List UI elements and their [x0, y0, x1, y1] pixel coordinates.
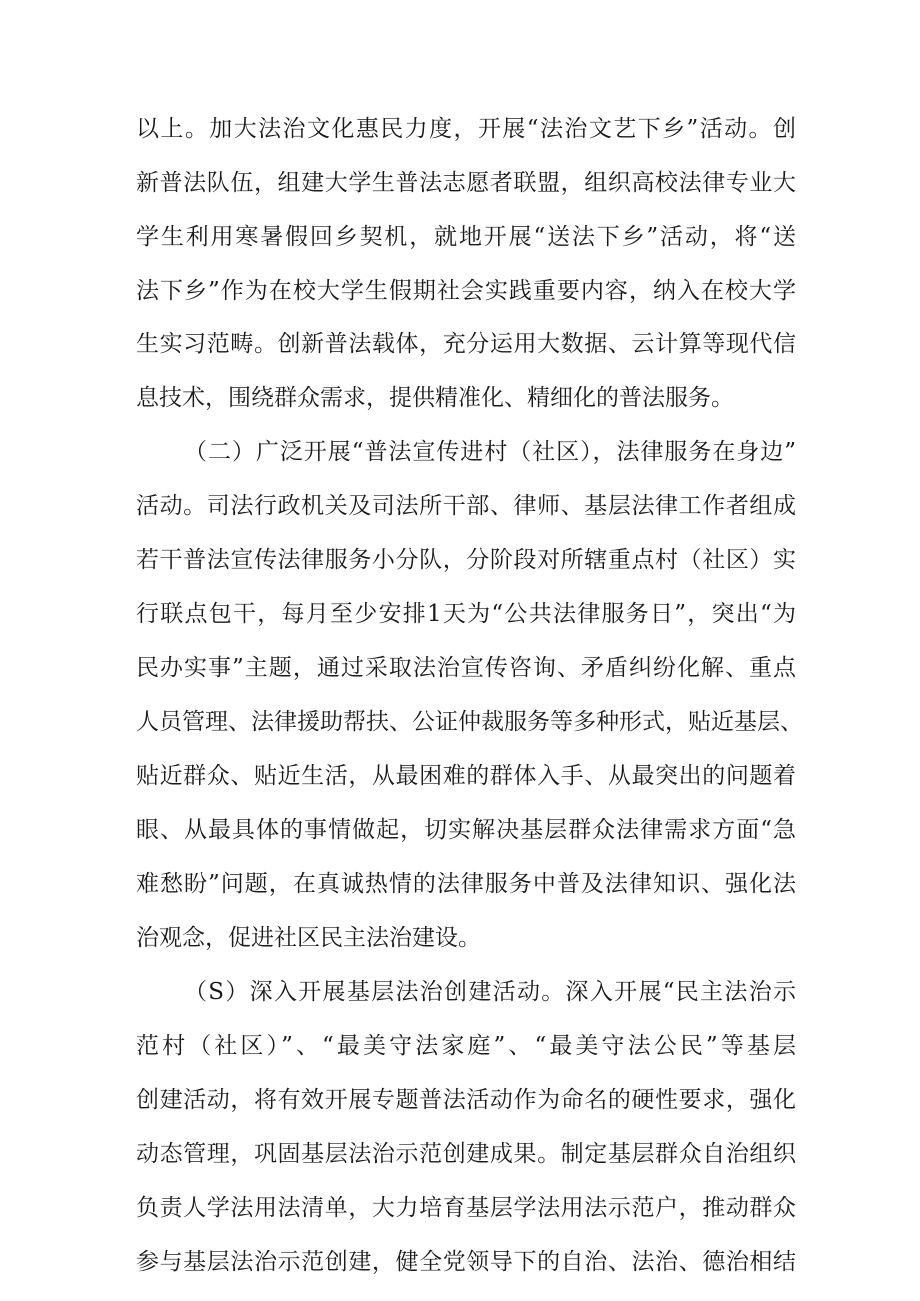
text-line-16: 治观念，促进社区民主法治建设。 — [136, 925, 481, 951]
text-line-3: 学生利用寒暑假回乡契机，就地开展“送法下乡”活动，将“送 — [136, 224, 796, 250]
text-line-4: 法下乡”作为在校大学生假期社会实践重要内容，纳入在校大学 — [136, 278, 796, 304]
text-line-20: 动态管理，巩固基层法治示范创建成果。制定基层群众自治组织 — [136, 1141, 796, 1167]
text-line-10: 行联点包干，每月至少安排1天为“公共法律服务日”，突出“为 — [136, 601, 796, 627]
text-line-13: 贴近群众、贴近生活，从最困难的群体入手、从最突出的问题着 — [136, 763, 796, 789]
text-line-12: 人员管理、法律援助帮扶、公证仲裁服务等多种形式，贴近基层、 — [136, 709, 803, 735]
text-line-22: 参与基层法治示范创建，健全党领导下的自治、法治、德治相结 — [136, 1249, 796, 1275]
text-line-15: 难愁盼”问题，在真诚热情的法律服务中普及法律知识、强化法 — [136, 871, 796, 897]
text-line-11: 民办实事”主题，通过采取法治宣传咨询、矛盾纠纷化解、重点 — [136, 655, 796, 681]
text-line-2: 新普法队伍，组建大学生普法志愿者联盟，组织高校法律专业大 — [136, 170, 796, 196]
text-line-19: 创建活动，将有效开展专题普法活动作为命名的硬性要求，强化 — [136, 1087, 796, 1113]
text-line-14: 眼、从最具体的事情做起，切实解决基层群众法律需求方面“急 — [136, 817, 796, 843]
text-line-5: 生实习范畴。创新普法载体，充分运用大数据、云计算等现代信 — [136, 331, 796, 357]
text-line-17: （S）深入开展基层法治创建活动。深入开展“民主法治示 — [184, 979, 796, 1005]
text-line-7: （二）广泛开展“普法宣传进村（社区），法律服务在身边” — [184, 439, 796, 465]
text-line-9: 若干普法宣传法律服务小分队，分阶段对所辖重点村（社区）实 — [136, 547, 796, 573]
text-line-8: 活动。司法行政机关及司法所干部、律师、基层法律工作者组成 — [136, 493, 796, 519]
text-line-1: 以上。加大法治文化惠民力度，开展“法治文艺下乡”活动。创 — [136, 116, 796, 142]
text-line-18: 范村（社区）”、“最美守法家庭”、“最美守法公民”等基层 — [136, 1033, 796, 1059]
text-line-6: 息技术，围绕群众需求，提供精准化、精细化的普法服务。 — [136, 385, 734, 411]
text-line-21: 负责人学法用法清单，大力培育基层学法用法示范户，推动群众 — [136, 1195, 796, 1221]
